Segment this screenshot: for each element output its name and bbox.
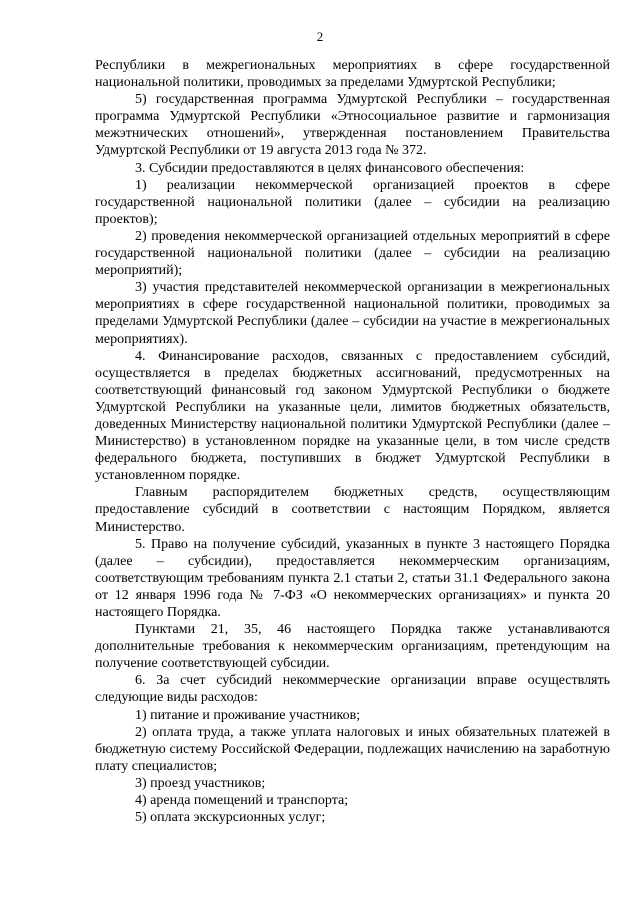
- paragraph: Пунктами 21, 35, 46 настоящего Порядка также устанавливаются дополнительные требования к некоммерческим организациям, претендующим на получение соответствующей субсидии.: [95, 622, 610, 672]
- paragraph: Главным распорядителем бюджетных средств, осуществляющим предоставление субсидий в соответствии с настоящим Порядком, является Министерство.: [95, 485, 610, 535]
- paragraph: 3. Субсидии предоставляются в целях финансового обеспечения:: [135, 160, 525, 176]
- paragraph: Республики в межрегиональных мероприятиях в сфере государственной национальной политики, проводимых за пределами Удмуртской Республики;: [95, 58, 610, 91]
- list-item: 1) реализации некоммерческой организацией проектов в сфере государственной национальной политики (далее – субсидии на реализацию проектов);: [95, 177, 610, 227]
- list-item: 2) проведения некоммерческой организацией отдельных мероприятий в сфере государственной национальной политики (далее – субсидии на реализацию мероприятий);: [95, 228, 610, 279]
- list-item: 5) оплата экскурсионных услуг;: [135, 810, 326, 826]
- list-item: 4) аренда помещений и транспорта;: [135, 793, 349, 809]
- paragraph: 6. За счет субсидий некоммерческие организации вправе осуществлять следующие виды расходов:: [95, 673, 610, 706]
- list-item: 3) проезд участников;: [135, 775, 266, 791]
- paragraph: 5) государственная программа Удмуртской Республики – государственная программа Удмуртской Республики «Этносоциальное развитие и гармонизация межэтнических отношений», утвержденная постановлением Правительства Удмуртской Республики от 19 августа 2013 года № 372.: [95, 92, 610, 159]
- list-item: 1) питание и проживание участников;: [135, 707, 361, 723]
- list-item: 2) оплата труда, а также уплата налоговых и иных обязательных платежей в бюджетную систему Российской Федерации, подлежащих начислению на заработную плату специалистов;: [95, 724, 610, 774]
- list-item: 3) участия представителей некоммерческой организации в межрегиональных мероприятиях в сфере государственной национальной политики, проводимых за пределами Удмуртской Республики (далее – субсидии на участие в межрегиональных мероприятиях).: [95, 280, 610, 347]
- page-number: 2: [316, 29, 324, 44]
- document-body: [95, 57, 610, 826]
- paragraph: 4. Финансирование расходов, связанных с предоставлением субсидий, осуществляется в пределах бюджетных ассигнований, предусмотренных на соответствующий финансовый год законом Удмуртской Республики о бюджете Удмуртской Республики на указанные цели, лимитов бюджетных обязательств, доведенных Министерству национальной политики Удмуртской Республики (далее – Министерство) в установленном порядке на указанные цели, в том числе средств федерального бюджета, поступивших в бюджет Удмуртской Республики в установленном порядке.: [95, 348, 610, 484]
- paragraph: 5. Право на получение субсидий, указанных в пункте 3 настоящего Порядка (далее – субсидии), предоставляется некоммерческим организациям, соответствующим требованиям пункта 2.1 статьи 2, статьи 31.1 Федерального закона от 12 января 1996 года № 7-ФЗ «О некоммерческих организациях» и пункта 20 настоящего Порядка.: [95, 536, 610, 620]
